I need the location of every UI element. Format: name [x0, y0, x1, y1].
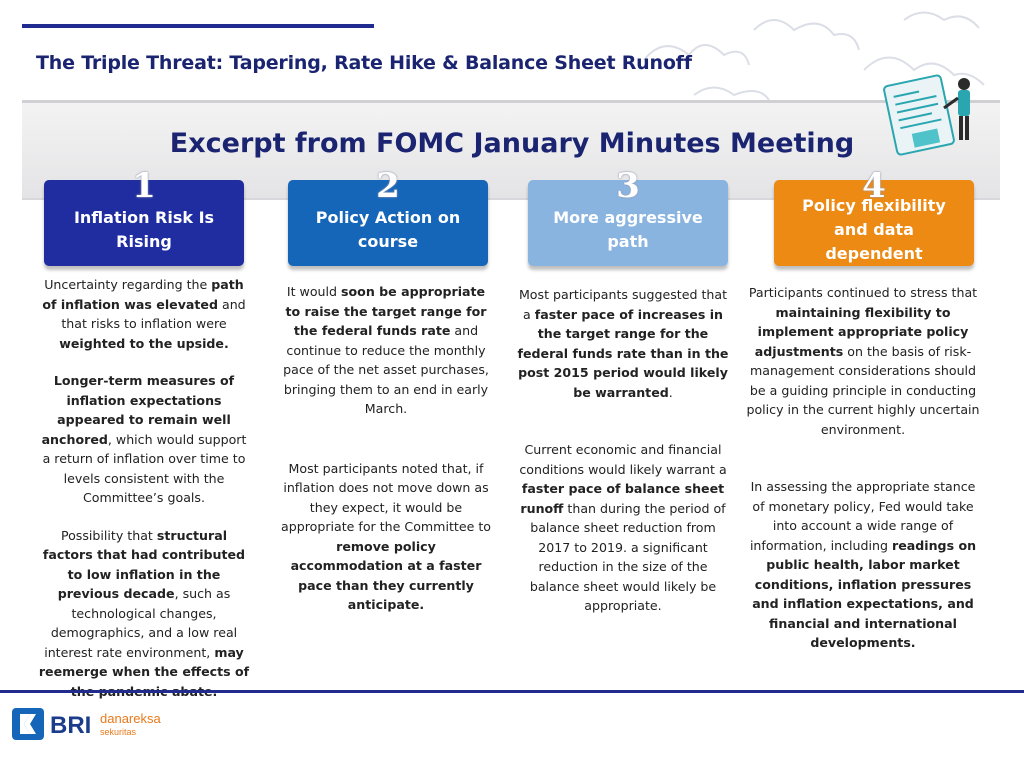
footer-rule — [0, 690, 1024, 693]
bold-text-run: soon be appropriate to raise the target range for the federal funds rate — [285, 284, 487, 338]
text-run: Most participants noted that, if inflation does not move down as they expect, it would be appropriate for the Committee to — [281, 460, 491, 534]
text-run: and continue to reduce the monthly pace of the net asset purchases, bringing them to an end in early March. — [283, 323, 489, 416]
card-3-number: 3 — [616, 166, 640, 206]
bold-text-run: may reemerge when the effects of — [38, 644, 250, 679]
text-run: Participants continued to stress that — [748, 285, 978, 300]
card-3-body — [516, 285, 730, 616]
text-run: Most participants suggested that a — [518, 287, 728, 322]
logo-main-text: BRI — [50, 712, 92, 739]
card-2-heading: Policy Action on course — [315, 208, 461, 251]
bold-text-run: weighted to the upside. — [59, 335, 229, 351]
text-run: Uncertainty regarding the — [44, 277, 212, 292]
text-run: . — [668, 384, 673, 400]
card-1-paragraph — [37, 371, 251, 508]
banner-title: Excerpt from FOMC January Minutes Meeting — [169, 128, 855, 159]
card-4-body — [745, 283, 981, 653]
text-run: , which would support a return of inflation over time to levels consistent with the Committee’s goals. — [42, 431, 247, 505]
bold-text-run: faster pace of balance sheet runoff — [520, 481, 725, 516]
card-1-paragraph — [37, 526, 251, 702]
bri-danareksa-logo — [10, 704, 190, 744]
card-1-body — [37, 275, 251, 701]
bold-text-run: faster pace of increases in the target range for the federal funds rate than in the post 2015 period would likely be warranted — [517, 306, 729, 400]
card-4-number: 4 — [862, 166, 886, 206]
bold-text-run: structural factors that had contributed to low inflation in the previous decade — [42, 527, 246, 601]
slide-title: The Triple Threat: Tapering, Rate Hike & Balance Sheet Runoff — [36, 52, 692, 74]
card-4-heading: Policy flexibility and data dependent — [802, 196, 946, 263]
logo-sub2-text: sekuritas — [100, 727, 137, 737]
bold-text-run: maintaining flexibility to implement appropriate policy adjustments — [754, 304, 969, 359]
card-4-paragraph — [745, 283, 981, 439]
text-run: , such as technological changes, demographics, and a low real interest rate environment, — [44, 586, 238, 660]
bold-text-run: remove policy accommodation at a faster pace than they currently anticipate. — [290, 538, 482, 612]
text-run: than during the period of balance sheet reduction from 2017 to 2019. a significant reduction in the size of the balance sheet would likely be appropriate. — [529, 500, 726, 613]
text-run: Current economic and financial conditions would likely warrant a — [519, 442, 727, 477]
card-1-paragraph — [37, 275, 251, 353]
document-illustration — [872, 62, 992, 162]
bold-text-run: path of inflation was elevated — [42, 277, 244, 312]
card-2-paragraph — [279, 282, 493, 419]
card-4-paragraph — [745, 477, 981, 653]
card-2-paragraph — [279, 459, 493, 615]
text-run: Possibility that — [60, 527, 157, 543]
bold-text-run: Longer-term measures of inflation expectations appeared to remain well anchored — [41, 373, 235, 447]
card-3-paragraph — [516, 440, 730, 616]
card-2-body — [279, 282, 493, 615]
card-1-heading: Inflation Risk Is Rising — [73, 208, 215, 251]
text-run: In assessing the appropriate stance of monetary policy, Fed would take into account a wide range of information, including — [749, 479, 976, 553]
card-2-number: 2 — [376, 166, 400, 206]
bold-text-run: readings on public health, labor market conditions, inflation pressures and inflation expectations, and financial and international developments. — [752, 537, 977, 650]
text-run: It would — [286, 284, 342, 299]
card-3-heading: More aggressive path — [553, 208, 703, 251]
top-accent-rule — [22, 24, 374, 28]
text-run: and that risks to inflation were — [61, 296, 246, 331]
logo-sub1-text: danareksa — [100, 711, 161, 726]
text-run: on the basis of risk-management considerations should be a guiding principle in conducting policy in the current highly uncertain environment. — [746, 343, 980, 437]
card-1-number: 1 — [132, 166, 156, 206]
card-3-paragraph — [516, 285, 730, 402]
